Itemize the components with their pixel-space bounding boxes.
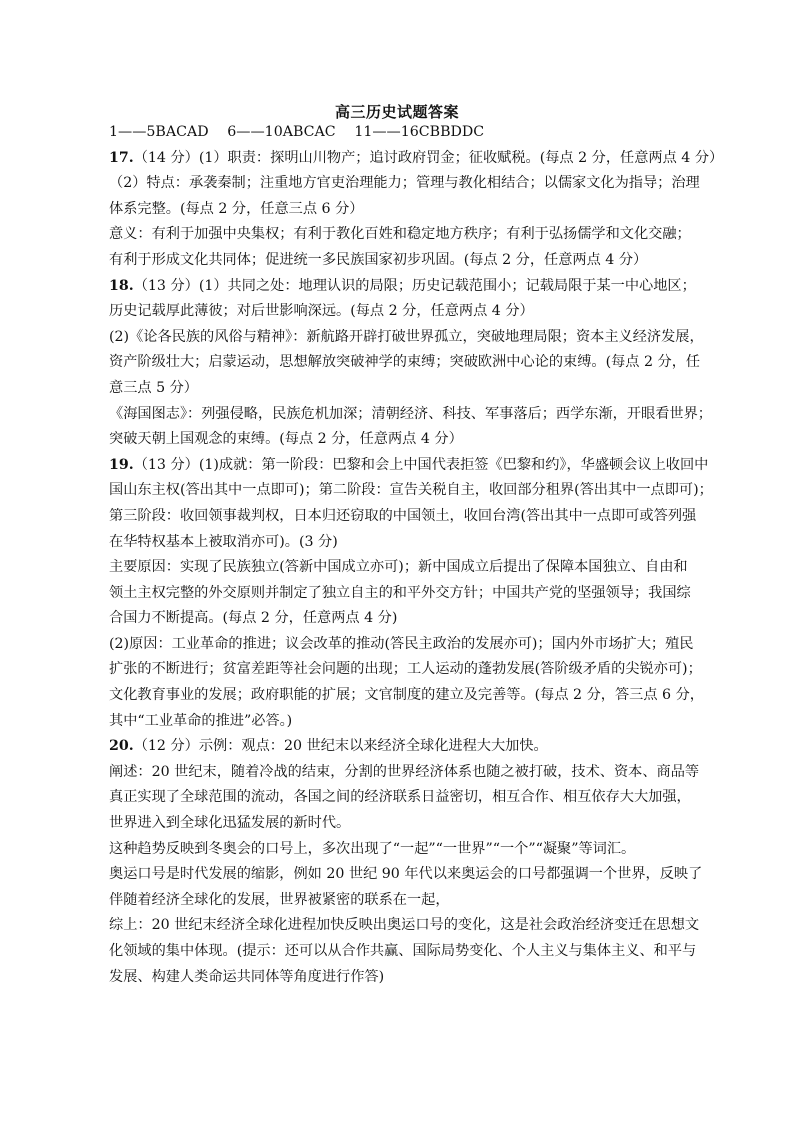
q20-line-2: 阐述：20 世纪末，随着冷战的结束，分割的世界经济体系也随之被打破，技术、资本、商品等	[109, 763, 700, 780]
q18-line-4: 资产阶级壮大；启蒙运动，思想解放突破神学的束缚；突破欧洲中心论的束缚。(每点 2 分，任	[109, 354, 701, 371]
q20-line-8: 综上：20 世纪末经济全球化进程加快反映出奥运口号的变化，这是社会政治经济变迁在思想文	[109, 917, 700, 934]
q17-text: （14 分）(1）职责：探明山川物产；追讨政府罚金；征收赋税。(每点 2 分，任意两点 4 分）	[133, 149, 724, 166]
q18-line-3: (2)《论各民族的风俗与精神》：新航路开辟打破世界孤立，突破地理局限；资本主义经济发展，	[109, 328, 704, 345]
q19-line-3: 第三阶段：收回领事裁判权，日本归还窃取的中国领土，收回台湾(答出其中一点即可或答列强	[109, 507, 697, 524]
q18-line-2: 历史记载厚此薄彼；对后世影响深远。(每点 2 分，任意两点 4 分）	[109, 303, 534, 320]
q19-line-5: 主要原因：实现了民族独立(答新中国成立亦可)；新中国成立后提出了保障本国独立、自由和	[109, 559, 688, 576]
q17-line-3: 体系完整。(每点 2 分，任意三点 6 分）	[109, 200, 364, 217]
q20-text: （12 分）示例：观点：20 世纪末以来经济全球化进程大大加快。	[133, 738, 548, 755]
q17-line-1	[109, 146, 724, 172]
q18-text: （13 分）(1）共同之处：地理认识的局限；历史记载范围小；记载局限于某一中心地区；	[133, 277, 696, 294]
q17-line-5: 有利于形成文化共同体；促进统一多民族国家初步巩固。(每点 2 分，任意两点 4 分）	[109, 251, 648, 268]
q19-line-10: 文化教育事业的发展；政府职能的扩展；文官制度的建立及完善等。(每点 2 分，答三点 6 分，	[109, 687, 704, 704]
q18-line-5: 意三点 5 分）	[109, 379, 198, 396]
q19-line-9: 扩张的不断进行；贫富差距等社会问题的出现；工人运动的蓬勃发展(答阶级矛盾的尖锐亦可)；	[109, 661, 702, 678]
q20-line-1	[109, 734, 689, 760]
q20-line-4: 世界进入到全球化迅猛发展的新时代。	[109, 815, 351, 832]
q20-line-7: 伴随着经济全球化的发展，世界被紧密的联系在一起，	[109, 891, 450, 908]
q17-line-4: 意义：有利于加强中央集权；有利于教化百姓和稳定地方秩序；有利于弘扬儒学和文化交融；	[109, 226, 691, 243]
q20-number: 20.	[109, 738, 134, 755]
q19-line-4: 在华特权基本上被取消亦可)。(3 分)	[109, 533, 338, 550]
multiple-choice-answers: 1——5BACAD 6——10ABCAC 11——16CBBDDC	[109, 124, 485, 140]
q18-line-7: 突破天朝上国观念的束缚。(每点 2 分，任意两点 4 分）	[109, 431, 463, 448]
page-title: 高三历史试题答案	[334, 103, 459, 121]
q19-line-8: (2)原因：工业革命的推进；议会改革的推动(答民主政治的发展亦可)；国内外市场扩大；殖民	[109, 635, 694, 652]
q19-line-6: 领土主权完整的外交原则并制定了独立自主的和平外交方针；中国共产党的坚强领导；我国综	[109, 584, 691, 601]
q20-line-6: 奥运口号是时代发展的缩影，例如 20 世纪 90 年代以来奥运会的口号都强调一个世界，反映了	[109, 866, 703, 883]
answer-body	[109, 120, 724, 990]
q20-line-9: 化领域的集中体现。(提示：还可以从合作共赢、国际局势变化、个人主义与集体主义、和平与	[109, 943, 697, 959]
q17-line-2: （2）特点：承袭秦制；注重地方官吏治理能力；管理与教化相结合；以儒家文化为指导；治理	[109, 175, 700, 192]
q19-line-1	[109, 453, 709, 479]
q19-line-11: 其中“工业革命的推进”必答。)	[109, 712, 293, 729]
q19-line-2: 国山东主权(答出其中一点即可)；第二阶段：宣告关税自主，收回部分租界(答出其中一点即可)；	[109, 482, 713, 499]
q18-line-6: 《海国图志》：列强侵略，民族危机加深；清朝经济、科技、军事落后；西学东渐，开眼看世界；	[109, 405, 712, 422]
q19-number: 19.	[109, 456, 134, 473]
q19-line-7: 合国力不断提高。(每点 2 分，任意两点 4 分)	[109, 610, 398, 627]
q19-text: （13 分）(1)成就：第一阶段：巴黎和会上中国代表拒签《巴黎和约》，华盛顿会议上收回中	[133, 456, 709, 473]
q20-line-5: 这种趋势反映到冬奥会的口号上，多次出现了“一起”“一世界”“一个”“凝聚”等词汇。	[109, 840, 636, 857]
q20-line-3: 真正实现了全球范围的流动，各国之间的经济联系日益密切，相互合作、相互依存大大加强，	[109, 789, 691, 806]
q18-number: 18.	[109, 277, 134, 294]
q20-line-10: 发展、构建人类命运共同体等角度进行作答)	[109, 968, 385, 985]
q18-line-1	[109, 274, 696, 300]
q17-number: 17.	[109, 149, 134, 166]
